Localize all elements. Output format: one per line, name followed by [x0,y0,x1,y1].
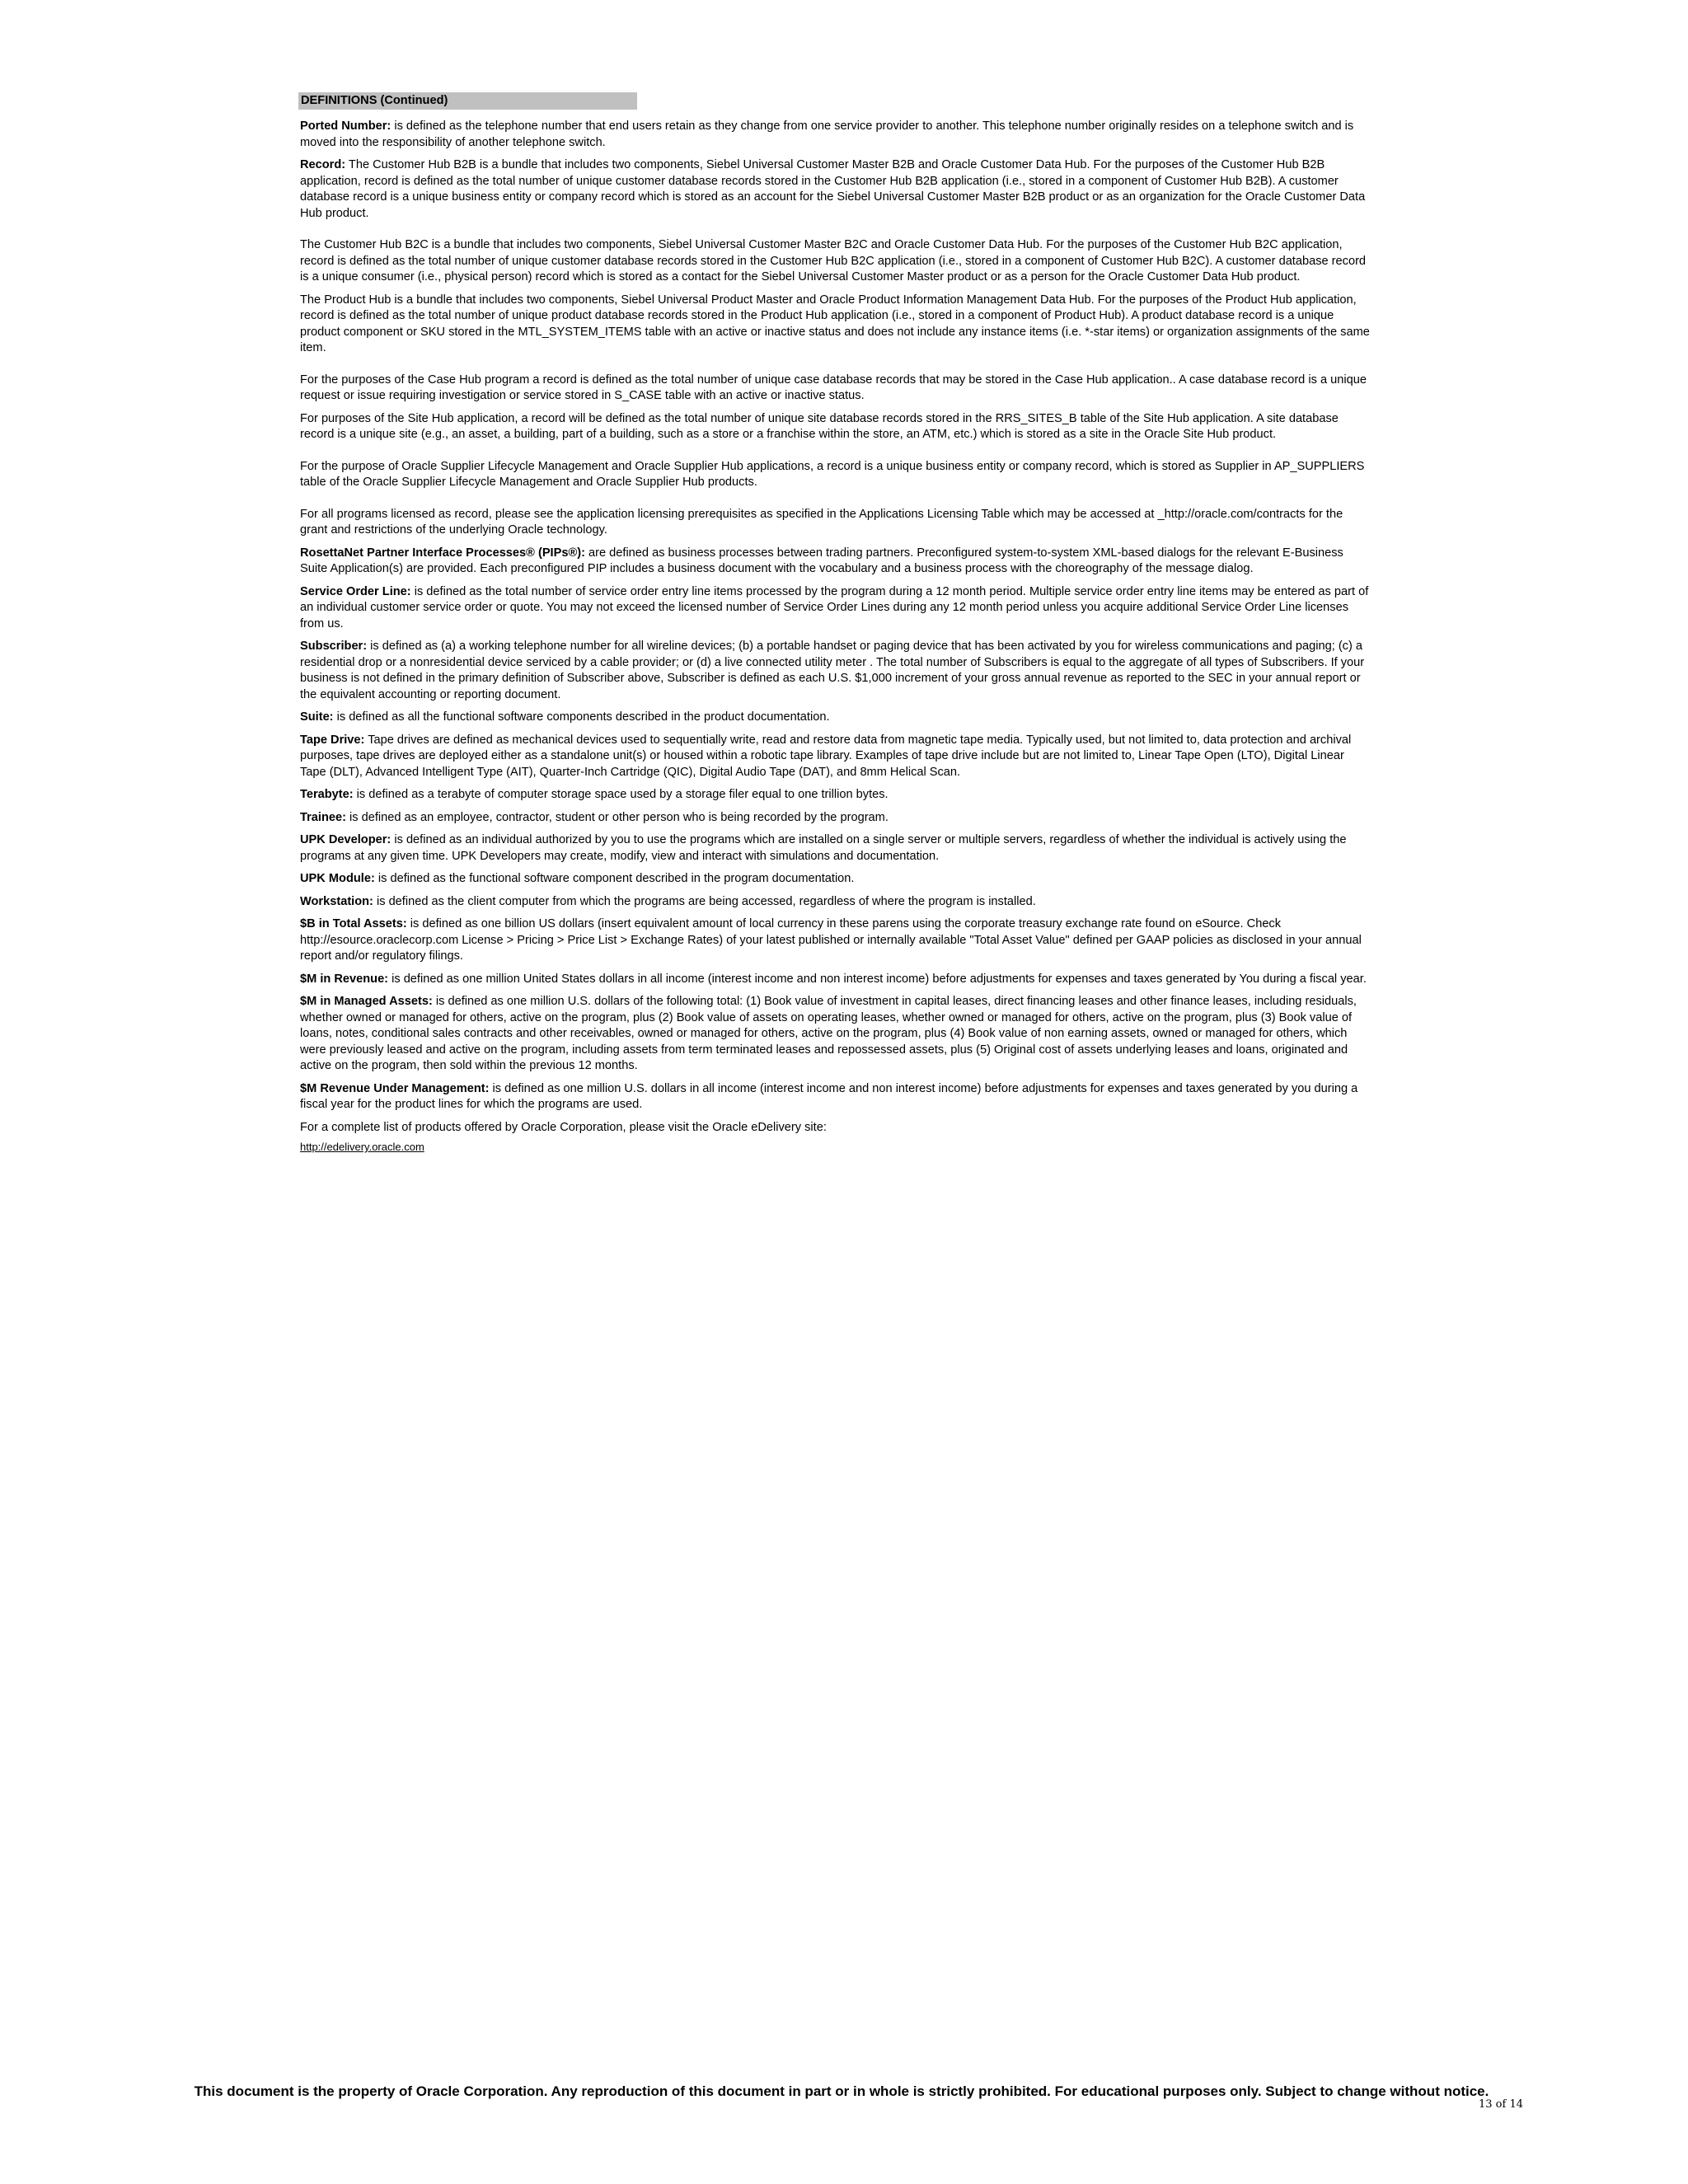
definition-text: For purposes of the Site Hub application, a record will be defined as the total number of unique site database records stored in the RRS_SITES_B table of the Site Hub application. A site database record is a unique site (e.g., an asset, a building, part of a building, such as a store or a franchise within the store, an ATM, etc.) which is stored as a site in the Oracle Site Hub product. [300,411,1339,441]
definition-text: For all programs licensed as record, please see the application licensing prerequisites as specified in the Applications Licensing Table which may be accessed at _http://oracle.com/contracts for the grant and restrictions of the underlying Oracle technology. [300,507,1343,537]
definition-term: Tape Drive: [300,733,365,747]
definition-record-licensing [298,507,1370,539]
definition-trainee [298,810,1370,827]
definition-record-b2c [298,237,1370,286]
definition-subscriber [298,639,1370,703]
definition-suite [298,710,1370,726]
definition-text: Tape drives are defined as mechanical devices used to sequentially write, read and restore data from magnetic tape media. Typically used, but not limited to, data protection and archival purposes, tape drives are deployed either as a standalone unit(s) or housed within a robotic tape library. Examples of tape drive include but are not limited to, Linear Tape Open (LTO), Digital Linear Tape (DLT), Advanced Intelligent Type (AIT), Quarter-Inch Cartridge (QIC), Digital Audio Tape (DAT), and 8mm Helical Scan. [300,733,1352,779]
definition-record-product-hub [298,293,1370,357]
definition-b-in-total-assets [298,916,1370,965]
definition-text: is defined as all the functional software components described in the product documentation. [333,710,830,724]
definition-service-order-line [298,584,1370,633]
footer-notice: This document is the property of Oracle Corporation. Any reproduction of this document in part or in whole is strictly prohibited. For educational purposes only. Subject to change without notice. [194,2083,1489,2099]
section-header: DEFINITIONS (Continued) [298,92,637,110]
definition-term: Subscriber: [300,640,368,653]
definition-text: For the purposes of the Case Hub program a record is defined as the total number of unique case database records that may be stored in the Case Hub application.. A case database record is a unique request or issue requiring investigation or service stored in S_CASE table with an active or inactive status. [300,373,1367,402]
definition-rosettanet [298,546,1370,578]
definition-m-in-revenue [298,972,1370,988]
definition-record-case-hub [298,373,1370,405]
definition-term: Terabyte: [300,788,354,801]
edelivery-intro [298,1120,1370,1137]
edelivery-link[interactable]: http://edelivery.oracle.com [300,1141,424,1153]
definition-text: The Customer Hub B2B is a bundle that includes two components, Siebel Universal Customer Master B2B and Oracle Customer Data Hub. For the purposes of the Customer Hub B2B application, record is defined as the total number of unique customer database records stored in the Customer Hub B2B application (i.e., stored in a component of Customer Hub B2B). A customer database record is a unique business entity or company record which is stored as an account for the Siebel Universal Customer Master B2B product or as an organization for the Oracle Customer Data Hub product. [300,158,1366,220]
definition-term: $B in Total Assets: [300,917,407,930]
definition-upk-developer [298,832,1370,865]
definition-text: For the purpose of Oracle Supplier Lifecycle Management and Oracle Supplier Hub applications, a record is a unique business entity or company record, which is stored as Supplier in AP_SUPPLIERS table of the Oracle Supplier Lifecycle Management and Oracle Supplier Hub products. [300,459,1365,489]
definition-term: UPK Module: [300,872,375,885]
definition-text: is defined as one billion US dollars (insert equivalent amount of local currency in these parens using the corporate treasury exchange rate found on eSource. Check http://esource.oraclecorp.com License > Pricing > Price List > Exchange Rates) of your latest published or internally available "Total Asset Value" defined per GAAP policies as disclosed in your annual report and/or regulatory filings. [300,917,1362,963]
definition-m-revenue-under-management [298,1081,1370,1113]
definition-text: are defined as business processes between trading partners. Preconfigured system-to-system XML-based dialogs for the relevant E-Business Suite Application(s) are provided. Each preconfigured PIP includes a business document with the vocabulary and a business process with the choreography of the message dialog. [300,546,1343,575]
definition-term: Suite: [300,710,334,724]
definition-term: $M in Revenue: [300,972,389,986]
definition-terabyte [298,787,1370,804]
definition-record-supplier [298,459,1370,491]
definition-text: is defined as the total number of service order entry line items processed by the program during a 12 month period. Multiple service order entry line items may be entered as part of an individual customer service order or quote. You may not exceed the licensed number of Service Order Lines during any 12 month period unless you acquire additional Service Order Line licenses from us. [300,584,1369,630]
definition-ported-number [298,119,1370,151]
definition-term: UPK Developer: [300,833,392,846]
page-number: 13 of 14 [1479,2098,1523,2111]
definition-term: Ported Number: [300,120,392,133]
definition-text: is defined as one million U.S. dollars of the following total: (1) Book value of investment in capital leases, direct financing leases and other finance leases, including residuals, whether owned or managed for others, active on the program, plus (2) Book value of assets on operating leases, whether owned or managed for others, active on the program, plus (3) Book value of loans, notes, conditional sales contracts and other receivables, owned or managed for others, active on the program, plus (4) Book value of non earning assets, owned or managed for others, which were previously leased and active on the program, including assets from term terminated leases and repossessed assets, plus (5) Original cost of assets underlying leases and loans, originated and active on the program, then sold within the previous 12 months. [300,995,1357,1072]
definition-text: is defined as the telephone number that end users retain as they change from one service provider to another. This telephone number originally resides on a telephone switch and is moved into the responsibility of another telephone switch. [300,120,1354,149]
definition-text: is defined as (a) a working telephone number for all wireline devices; (b) a portable handset or paging device that has been activated by you for wireless communications and paging; (c) a residential drop or a nonresidential device serviced by a cable provider; or (d) a live connected utility meter . The total number of Subscribers is equal to the aggregate of all types of Subscribers. If your business is not defined in the primary definition of Subscriber above, Subscriber is defined as each U.S. $1,000 increment of your gross annual revenue as reported to the SEC in your annual report or the equivalent accounting or reporting document. [300,640,1365,701]
definition-text: is defined as the functional software component described in the program documentation. [374,872,855,885]
definition-text: is defined as the client computer from which the programs are being accessed, regardless of where the program is installed. [373,894,1036,908]
definition-text: is defined as an employee, contractor, student or other person who is being recorded by the program. [345,810,889,824]
definition-text: is defined as one million U.S. dollars in all income (interest income and non interest income) before adjustments for expenses and taxes generated by you during a fiscal year for the product lines for which the programs are used. [300,1081,1358,1111]
definition-text: The Product Hub is a bundle that includes two components, Siebel Universal Product Master and Oracle Product Information Management Data Hub. For the purposes of the Product Hub application, record is defined as the total number of unique product database records stored in the Product Hub application (i.e., stored in a component of Product Hub). A product database record is a unique product component or SKU stored in the MTL_SYSTEM_ITEMS table with an active or inactive status and does not include any instance items (i.e. *-star items) or organization assignments of the same item. [300,293,1370,354]
definition-text: is defined as an individual authorized by you to use the programs which are installed on a single server or multiple servers, regardless of whether the individual is actively using the programs at any given time. UPK Developers may create, modify, view and interact with simulations and documentation. [300,833,1347,863]
definition-term: $M Revenue Under Management: [300,1081,490,1095]
definition-term: Workstation: [300,894,373,908]
definition-record-site-hub [298,411,1370,443]
definition-tape-drive [298,733,1370,781]
definition-text: For a complete list of products offered by Oracle Corporation, please visit the Oracle eDelivery site: [300,1120,827,1134]
definition-term: RosettaNet Partner Interface Processes® (PIPs®): [300,546,585,560]
definition-record [298,157,1370,222]
document-body [298,92,1370,1156]
definition-term: Service Order Line: [300,584,411,598]
definition-text: is defined as a terabyte of computer storage space used by a storage filer equal to one trillion bytes. [353,788,889,801]
definition-m-in-managed-assets [298,994,1370,1075]
definition-workstation [298,894,1370,911]
definition-term: $M in Managed Assets: [300,995,433,1008]
definition-text: The Customer Hub B2C is a bundle that includes two components, Siebel Universal Customer Master B2C and Oracle Customer Data Hub. For the purposes of the Customer Hub B2C application, record is defined as the total number of unique customer database records stored in the Customer Hub B2C application (i.e., stored in a component of Customer Hub B2C). A customer database record is a unique consumer (i.e., physical person) record which is stored as a contact for the Siebel Universal Customer Master product or as a person for the Oracle Customer Data Hub product. [300,238,1367,284]
definition-term: Record: [300,158,346,171]
definition-text: is defined as one million United States dollars in all income (interest income and non interest income) before adjustments for expenses and taxes generated by You during a fiscal year. [388,972,1367,986]
definition-upk-module [298,871,1370,888]
definition-term: Trainee: [300,810,346,824]
